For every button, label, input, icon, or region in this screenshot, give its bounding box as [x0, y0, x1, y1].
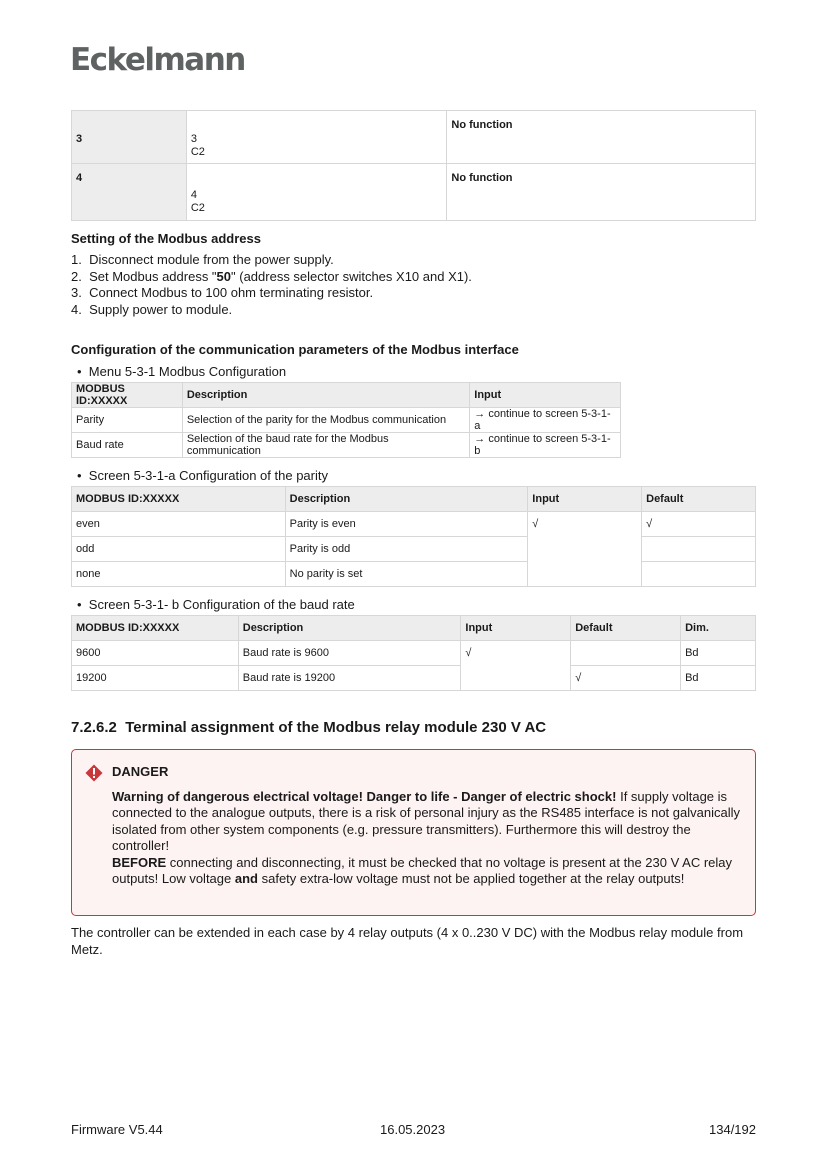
table-cell: 9600 [72, 641, 239, 666]
table-cell [461, 666, 571, 691]
terminal-table [71, 110, 756, 221]
table-row [72, 641, 756, 666]
table-cell: Baud rate is 9600 [238, 641, 461, 666]
table-header-row [72, 616, 756, 641]
baud-title-text: Screen 5-3-1- b Configuration of the baud rate [88, 597, 355, 612]
table-cell: even [72, 512, 286, 537]
table-cell: → continue to screen 5-3-1-b [470, 433, 621, 458]
table-row [72, 512, 756, 537]
step-text: Supply power to module. [89, 301, 233, 317]
table-row [72, 164, 756, 221]
danger-lead: Warning of dangerous electrical voltage! Danger to life - Danger of electric shock! [112, 789, 617, 804]
step-bold: 50 [216, 268, 232, 284]
brand-logo: Eckelmann [70, 42, 245, 78]
table-cell [528, 537, 642, 562]
bullet-glyph: • [77, 468, 82, 483]
footer-firmware: Firmware V5.44 [71, 1122, 163, 1137]
table-cell: → continue to screen 5-3-1-a [470, 408, 621, 433]
danger-before: BEFORE [112, 854, 167, 870]
table-row [72, 408, 621, 433]
column-header: Dim. [681, 616, 756, 641]
table-cell: Baud rate is 19200 [238, 666, 461, 691]
section-title: Terminal assignment of the Modbus relay module 230 V AC [125, 719, 547, 736]
step-number: 1. [71, 252, 82, 267]
table-cell [186, 164, 447, 221]
danger-before-text: connecting and disconnecting, it must be checked that no voltage is present at the 230 V AC relay outputs! Low voltage [112, 854, 733, 887]
column-header: Default [571, 616, 681, 641]
column-header: Input [528, 487, 642, 512]
address-steps [71, 252, 472, 318]
table-cell [571, 641, 681, 666]
column-header: Description [238, 616, 461, 641]
table-cell: √ [461, 641, 571, 666]
parity-title-text: Screen 5-3-1-a Configuration of the parity [88, 468, 328, 483]
step-number: 2. [71, 268, 82, 284]
table-cell: none [72, 562, 286, 587]
menu-table [71, 382, 621, 458]
table-cell: Bd [681, 641, 756, 666]
table-cell: Selection of the baud rate for the Modbus communication [182, 433, 469, 458]
table-header-row [72, 383, 621, 408]
column-header: MODBUS ID:XXXXX [72, 616, 239, 641]
table-cell: √ [571, 666, 681, 691]
cell-line: 4 [190, 189, 197, 201]
table-cell: Bd [681, 666, 756, 691]
table-row [72, 666, 756, 691]
table-cell [642, 537, 756, 562]
cell-line: C2 [190, 202, 205, 214]
column-header: Input [461, 616, 571, 641]
danger-text [112, 789, 748, 887]
baud-title [77, 597, 355, 612]
step-text: Connect Modbus to 100 ohm terminating resistor. [89, 285, 374, 300]
table-cell [642, 562, 756, 587]
table-row [72, 433, 621, 458]
danger-title: DANGER [112, 764, 169, 779]
step-text: Set Modbus address " [89, 268, 217, 284]
table-cell: Parity [72, 408, 183, 433]
column-header: Input [470, 383, 621, 408]
list-item [71, 285, 472, 302]
bullet-glyph: • [77, 364, 82, 379]
step-number: 3. [71, 285, 82, 300]
parity-table [71, 486, 756, 587]
table-cell: Parity is even [285, 512, 528, 537]
body-paragraph: The controller can be extended in each case by 4 relay outputs (4 x 0..230 V DC) with the Modbus relay module from Metz. [71, 925, 744, 957]
modbus-address-heading: Setting of the Modbus address [71, 231, 261, 246]
table-cell: No function [447, 164, 756, 221]
config-heading: Configuration of the communication parameters of the Modbus interface [71, 342, 519, 357]
table-cell: odd [72, 537, 286, 562]
list-item [71, 269, 472, 286]
step-text: Disconnect module from the power supply. [89, 252, 334, 267]
table-cell [528, 562, 642, 587]
table-row [72, 562, 756, 587]
column-header: MODBUS ID:XXXXX [72, 487, 286, 512]
cell-line: C2 [190, 146, 205, 158]
column-header: MODBUS ID:XXXXX [72, 383, 183, 408]
cell-line: 3 [190, 133, 197, 145]
table-cell: No parity is set [285, 562, 528, 587]
danger-after-text: safety extra-low voltage must not be applied together at the relay outputs! [257, 871, 685, 887]
table-row [72, 537, 756, 562]
menu-title [77, 364, 286, 379]
table-cell: 19200 [72, 666, 239, 691]
list-item [71, 302, 472, 319]
list-item [71, 252, 472, 269]
bullet-glyph: • [77, 597, 82, 612]
column-header: Default [642, 487, 756, 512]
table-cell: √ [642, 512, 756, 537]
table-cell: 3 [72, 111, 187, 164]
table-header-row [72, 487, 756, 512]
baud-table [71, 615, 756, 691]
table-cell: Baud rate [72, 433, 183, 458]
table-cell: 4 [72, 164, 187, 221]
column-header: Description [285, 487, 528, 512]
footer-page: 134/192 [709, 1122, 756, 1137]
table-cell: Selection of the parity for the Modbus communication [182, 408, 469, 433]
warning-icon [85, 764, 103, 782]
step-text: " (address selector switches X10 and X1). [231, 268, 472, 284]
section-number: 7.2.6.2 [71, 719, 117, 736]
menu-title-text: Menu 5-3-1 Modbus Configuration [88, 364, 287, 379]
danger-and: and [234, 871, 258, 887]
table-cell: No function [447, 111, 756, 164]
column-header: Description [182, 383, 469, 408]
section-heading [71, 719, 546, 736]
table-cell: Parity is odd [285, 537, 528, 562]
danger-lead-text: If supply voltage is connected to the analogue outputs, there is a risk of personal injury as the RS485 interface is not galvanically isolated from other system components (e.g. pressure transmitters). Furthermore this will destroy the controller! [112, 789, 740, 854]
table-cell [186, 111, 447, 164]
footer-date: 16.05.2023 [380, 1122, 446, 1137]
step-number: 4. [71, 301, 82, 317]
parity-title [77, 468, 328, 483]
danger-box [71, 749, 756, 916]
table-row [72, 111, 756, 164]
table-cell: √ [528, 512, 642, 537]
